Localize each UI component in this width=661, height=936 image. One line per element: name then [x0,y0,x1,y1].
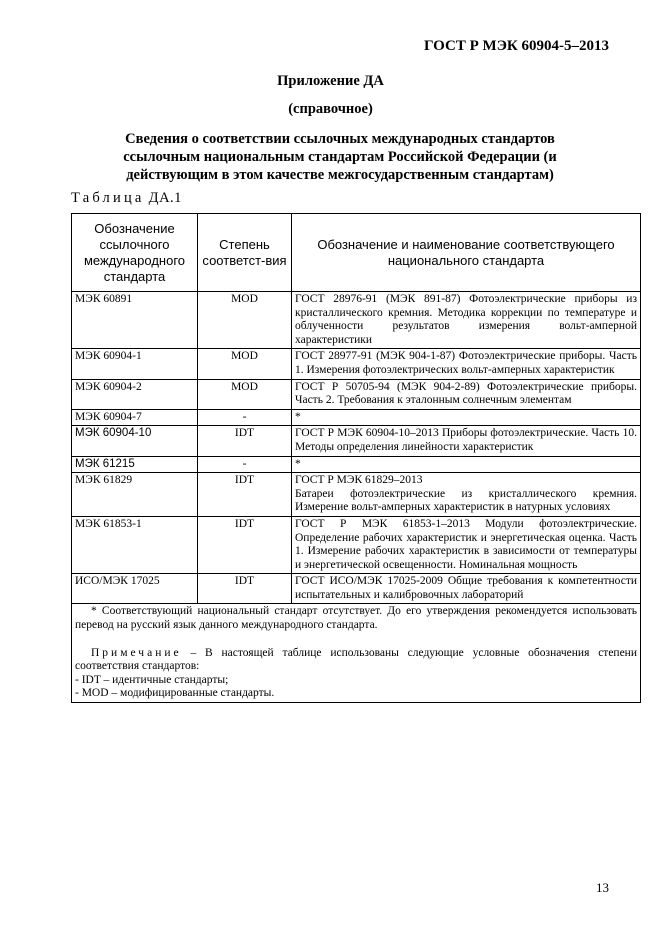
table-row [72,349,641,379]
cell-degree: MOD [198,379,292,409]
cell-national-standard: ГОСТ Р МЭК 61853-1–2013 Модули фотоэлектрические. Определение рабочих характеристик и энергетическая оценка. Часть 1. Измерение рабочих характеристик в зависимости от температуры и энергетической освещенности. Номинальная мощность [292,516,641,573]
cell-degree: IDT [198,516,292,573]
correspondence-table [71,213,641,703]
table-row [72,426,641,456]
table-row [72,456,641,473]
cell-national-standard: ГОСТ 28976-91 (МЭК 891-87) Фотоэлектрические приборы из кристаллического кремния. Методика коррекции по температуре и облученности результатов измерения вольт-амперной характеристики [292,292,641,349]
table-label-prefix: Таблица [71,190,145,206]
header-degree: Степень соответст-вия [198,214,292,292]
cell-intl-standard: ИСО/МЭК 17025 [72,574,198,604]
note-text: – В настоящей таблице использованы следующие условные обозначения степени соответствия стандартов: [75,646,637,673]
note-item: - MOD – модифицированные стандарты. [75,687,275,700]
cell-intl-standard: МЭК 60904-1 [72,349,198,379]
cell-degree: IDT [198,426,292,456]
table-row [72,292,641,349]
cell-intl-standard: МЭК 60904-7 [72,409,198,426]
cell-intl-standard: МЭК 60904-2 [72,379,198,409]
table-label-number: ДА.1 [148,190,182,206]
cell-degree: - [198,409,292,426]
footnote-text: * Соответствующий национальный стандарт отсутствует. До его утверждения рекомендуется использовать перевод на русский язык данного международного стандарта. [75,605,637,632]
table-row [72,574,641,604]
table-footnote-row [72,604,641,703]
table-note [75,647,637,674]
table-footnote [72,604,641,703]
table-row [72,516,641,573]
cell-national-standard: * [292,409,641,426]
page-number: 13 [596,880,609,895]
cell-national-standard [292,473,641,517]
table-row [72,473,641,517]
national-standard-code: ГОСТ Р МЭК 61829–2013 [295,474,423,487]
cell-national-standard: * [292,456,641,473]
cell-intl-standard: МЭК 60891 [72,292,198,349]
cell-national-standard: ГОСТ Р МЭК 60904-10–2013 Приборы фотоэлектрические. Часть 10. Методы определения линейности характеристик [292,426,641,456]
table-row [72,409,641,426]
cell-intl-standard: МЭК 61829 [72,473,198,517]
cell-intl-standard: МЭК 61853-1 [72,516,198,573]
cell-degree: IDT [198,473,292,517]
header-intl-standard: Обозначение ссылочного международного стандарта [72,214,198,292]
cell-national-standard: ГОСТ Р 50705-94 (МЭК 904-2-89) Фотоэлектрические приборы. Часть 2. Требования к эталонным солнечным элементам [292,379,641,409]
cell-intl-standard: МЭК 60904-10 [72,426,198,456]
cell-degree: MOD [198,292,292,349]
table-label [71,190,182,207]
cell-degree: MOD [198,349,292,379]
cell-degree: - [198,456,292,473]
note-label: Примечание [91,646,182,659]
cell-national-standard: ГОСТ ИСО/МЭК 17025-2009 Общие требования к компетентности испытательных и калибровочных лабораторий [292,574,641,604]
note-item: - IDT – идентичные стандарты; [75,673,229,686]
cell-degree: IDT [198,574,292,604]
header-national-standard: Обозначение и наименование соответствующего национального стандарта [292,214,641,292]
table-header-row [72,214,641,292]
document-code: ГОСТ Р МЭК 60904-5–2013 [424,38,609,54]
cell-national-standard: ГОСТ 28977-91 (МЭК 904-1-87) Фотоэлектрические приборы. Часть 1. Измерения фотоэлектрических вольт-амперных характеристик [292,349,641,379]
cell-intl-standard: МЭК 61215 [72,456,198,473]
appendix-subtitle: (справочное) [288,101,373,117]
table-row [72,379,641,409]
appendix-heading: Сведения о соответствии ссылочных международных стандартов ссылочным национальным стандартам Российской Федерации (и действующим в этом качестве межгосударственным стандартам) [123,131,557,183]
national-standard-title: Батареи фотоэлектрические из кристаллического кремния. Измерение вольт-амперных характеристик в натурных условиях [295,487,637,514]
appendix-title: Приложение ДА [277,73,384,89]
